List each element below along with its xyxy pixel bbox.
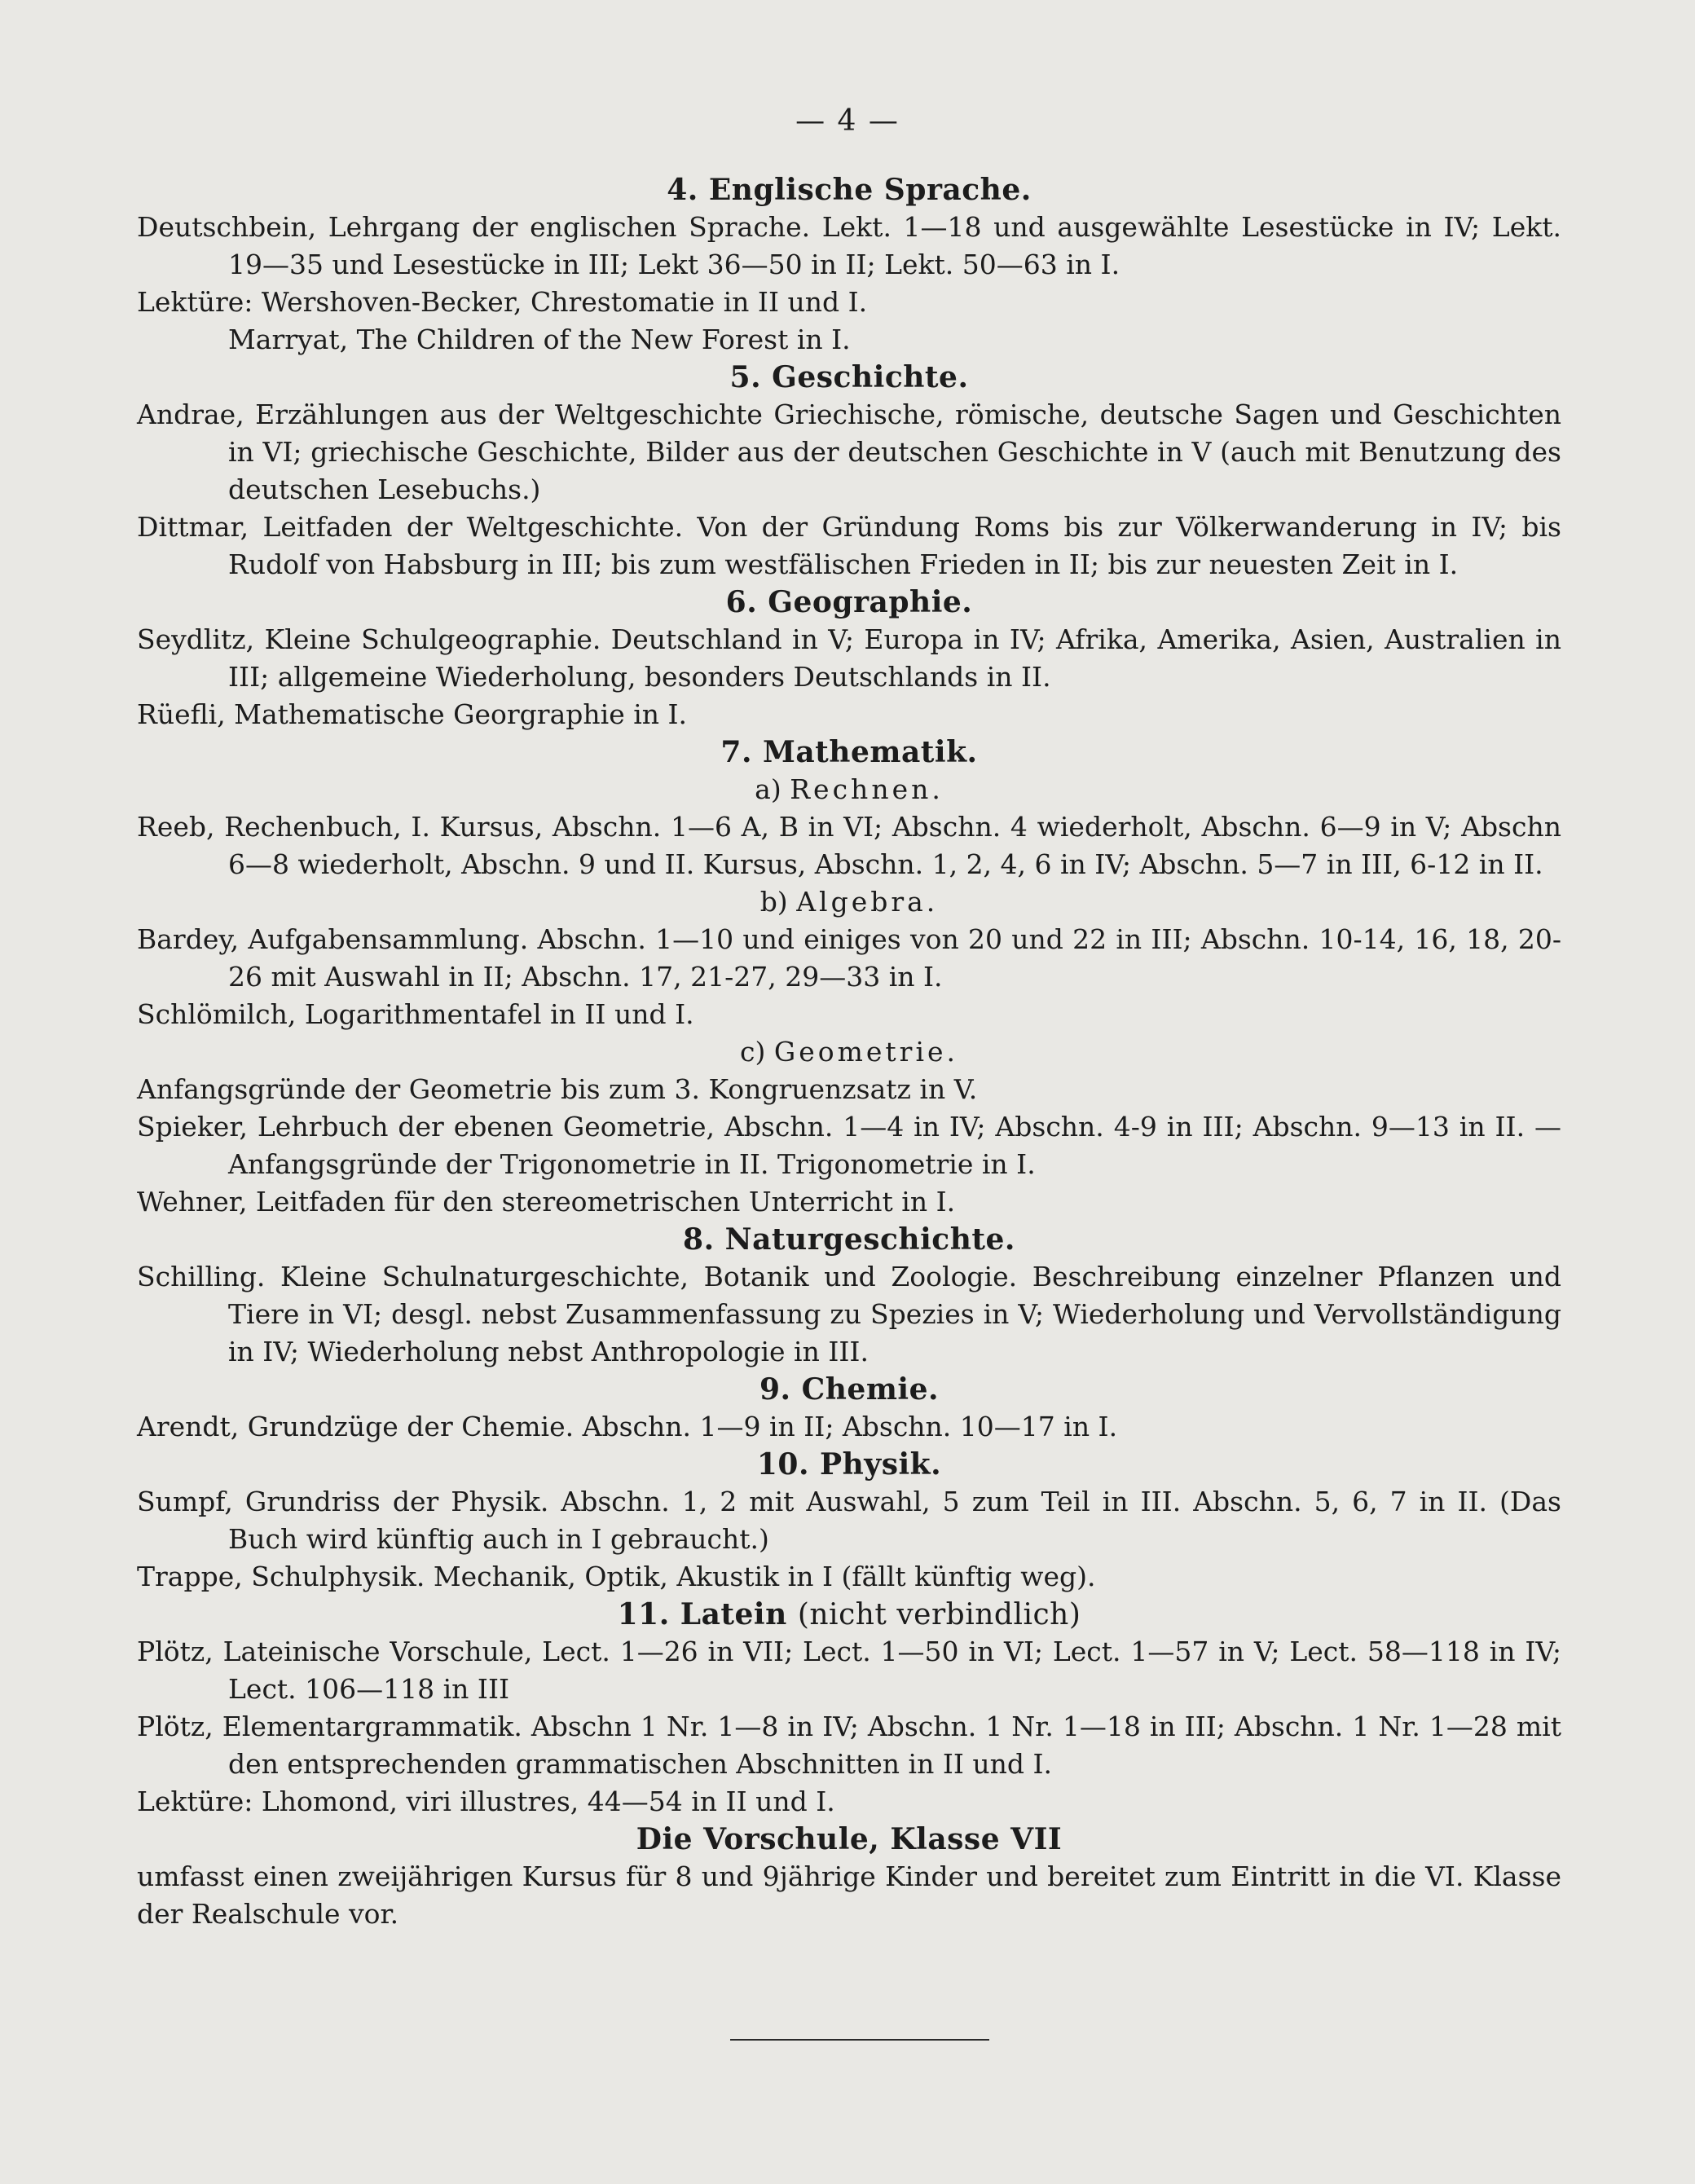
closing-rule: [730, 2039, 989, 2041]
book-entry: Deutschbein, Lehrgang der englischen Sprache. Lekt. 1—18 und ausgewählte Lesestücke in IV; Lekt. 19—35 und Lesestücke in III; Lekt 36—50 in II; Lekt. 50—63 in I.: [137, 211, 1561, 280]
book-entry: Andrae, Erzählungen aus der Weltgeschichte Griechische, römische, deutsche Sagen und Geschichten in VI; griechische Geschichte, Bilder aus der deutschen Geschichte in V (auch mit Benutzung des deutschen Lesebuchs.): [137, 398, 1561, 505]
book-entry: Rüefli, Mathematische Georgraphie in I.: [137, 698, 688, 730]
book-entry-continuation: Marryat, The Children of the New Forest in I.: [228, 324, 851, 355]
page-content: [137, 171, 1561, 1933]
vorschule-text: umfasst einen zweijährigen Kursus für 8 und 9jährige Kinder und bereitet zum Eintritt in die VI. Klasse der Realschule vor.: [137, 1860, 1561, 1930]
section-heading-mathematik: 7. Mathematik.: [720, 735, 978, 769]
book-entry: Trappe, Schulphysik. Mechanik, Optik, Akustik in I (fällt künftig weg).: [137, 1561, 1096, 1592]
book-entry: Lektüre: Wershoven-Becker, Chrestomatie in II und I.: [137, 286, 868, 318]
book-entry: Schilling. Kleine Schulnaturgeschichte, Botanik und Zoologie. Beschreibung einzelner Pflanzen und Tiere in VI; desgl. nebst Zusammenfassung zu Spezies in V; Wiederholung und Vervollständigung in IV; Wiederholung nebst Anthropologie in III.: [137, 1261, 1561, 1367]
section-heading-chemie: 9. Chemie.: [759, 1372, 940, 1407]
book-entry: Arendt, Grundzüge der Chemie. Abschn. 1—9 in II; Abschn. 10—17 in I.: [137, 1411, 1118, 1442]
section-heading-physik: 10. Physik.: [756, 1447, 942, 1482]
subheading-title: Algebra.: [796, 886, 939, 918]
book-entry: Lektüre: Lhomond, viri illustres, 44—54 in II und I.: [137, 1786, 835, 1817]
page-number: — 4 —: [795, 104, 900, 138]
book-entry: Plötz, Lateinische Vorschule, Lect. 1—26 in VII; Lect. 1—50 in VI; Lect. 1—57 in V; Lect. 58—118 in IV; Lect. 106—118 in III: [137, 1636, 1561, 1705]
book-entry: Reeb, Rechenbuch, I. Kursus, Abschn. 1—6 A, B in VI; Abschn. 4 wiederholt, Abschn. 6—9 in V; Abschn 6—8 wiederholt, Abschn. 9 und II. Kursus, Abschn. 1, 2, 4, 6 in IV; Abschn. 5—7 in III, 6-12 in II.: [137, 811, 1561, 880]
subheading-label: a): [755, 773, 781, 805]
book-entry: Seydlitz, Kleine Schulgeographie. Deutschland in V; Europa in IV; Afrika, Amerika, Asien, Australien in III; allgemeine Wiederholung, besonders Deutschlands in II.: [137, 623, 1561, 693]
book-entry: Bardey, Aufgabensammlung. Abschn. 1—10 und einiges von 20 und 22 in III; Abschn. 10-14, 16, 18, 20-26 mit Auswahl in II; Abschn. 17, 21-27, 29—33 in I.: [137, 923, 1561, 993]
subheading-algebra: [137, 883, 1561, 921]
book-entry: Sumpf, Grundriss der Physik. Abschn. 1, 2 mit Auswahl, 5 zum Teil in III. Abschn. 5, 6, 7 in II. (Das Buch wird künftig auch in I gebraucht.): [137, 1486, 1561, 1555]
section-heading-englisch: 4. Englische Sprache.: [667, 173, 1032, 207]
book-entry: Spieker, Lehrbuch der ebenen Geometrie, Abschn. 1—4 in IV; Abschn. 4-9 in III; Abschn. 9—13 in II. — Anfangsgründe der Trigonometrie in II. Trigonometrie in I.: [137, 1111, 1561, 1180]
subheading-geometrie: [137, 1033, 1561, 1071]
book-entry: Anfangsgründe der Geometrie bis zum 3. Kongruenzsatz in V.: [137, 1073, 978, 1105]
section-heading-title: 11. Latein: [617, 1597, 787, 1631]
subheading-title: Geometrie.: [773, 1036, 959, 1068]
subheading-rechnen: [137, 771, 1561, 808]
section-heading-geographie: 6. Geographie.: [725, 585, 973, 619]
section-heading-latein: [137, 1596, 1561, 1633]
subheading-label: b): [759, 886, 788, 918]
book-entry: Dittmar, Leitfaden der Weltgeschichte. Von der Gründung Roms bis zur Völkerwanderung in IV; bis Rudolf von Habsburg in III; bis zum westfälischen Frieden in II; bis zur neuesten Zeit in I.: [137, 511, 1561, 580]
book-entry: Wehner, Leitfaden für den stereometrischen Unterricht in I.: [137, 1186, 956, 1217]
section-heading-naturgeschichte: 8. Naturgeschichte.: [683, 1222, 1015, 1257]
subheading-title: Rechnen.: [790, 773, 944, 805]
section-heading-geschichte: 5. Geschichte.: [729, 360, 969, 394]
section-heading-note: (nicht verbindlich): [797, 1598, 1081, 1631]
section-heading-vorschule: Die Vorschule, Klasse VII: [636, 1822, 1063, 1856]
book-entry: Plötz, Elementargrammatik. Abschn 1 Nr. 1—8 in IV; Abschn. 1 Nr. 1—18 in III; Abschn. 1 Nr. 1—28 mit den entsprechenden grammatischen Abschnitten in II und I.: [137, 1711, 1561, 1780]
book-entry: Schlömilch, Logarithmentafel in II und I.: [137, 998, 694, 1030]
subheading-label: c): [739, 1036, 766, 1068]
